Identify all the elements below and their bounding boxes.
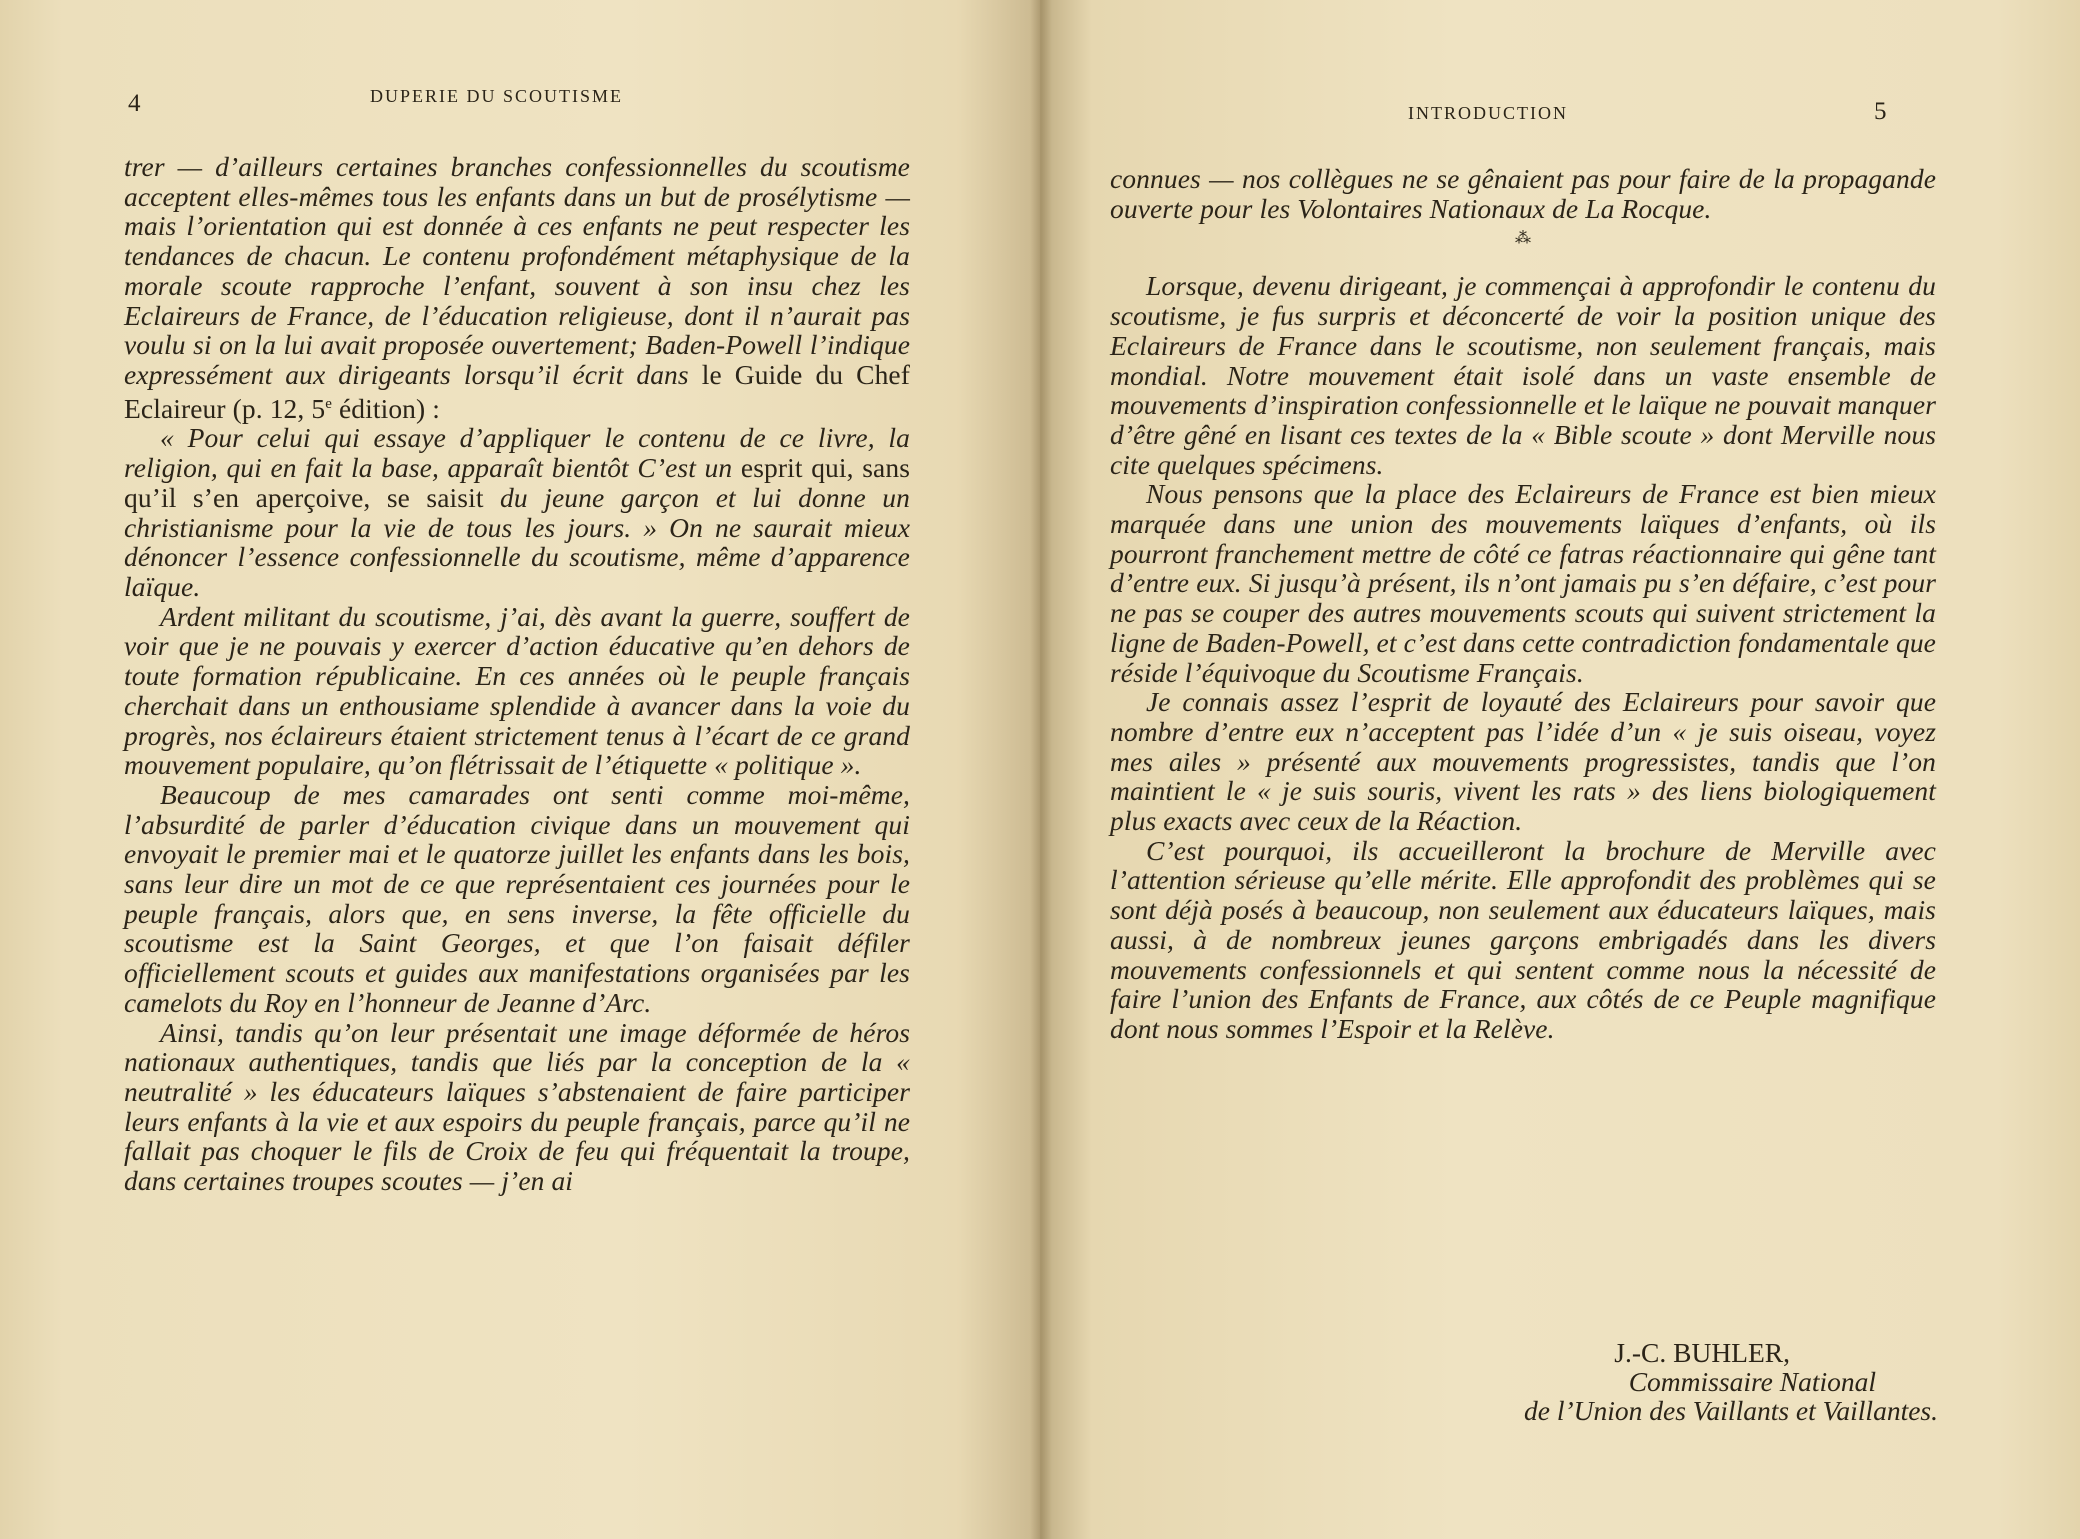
left-paragraph-4: Beaucoup de mes camarades ont senti comme moi-même, l’absurdité de parler d’éducation civique dans un mouvement qui envoyait le premier mai et le quatorze juillet les enfants dans les bois, sans leur dire un mot de ce que représentaient ces journées pour le peuple français, alors que, en sens inverse, la fête officielle du scoutisme est la Saint Georges, et que l’on faisait défiler officiellement scouts et guides aux manifestations organisées par les camelots du Roy en l’honneur de Jeanne d’Arc.: [124, 778, 910, 1018]
left-running-head: DUPERIE DU SCOUTISME: [370, 86, 624, 106]
right-paragraph-1: connues — nos collègues ne se gênaient pas pour faire de la propagande ouverte pour les Volontaires Nationaux de La Rocque.: [1110, 163, 1936, 224]
left-text-block: [124, 152, 910, 1196]
left-page-number: 4: [128, 90, 141, 117]
signature-title: Commissaire National: [1628, 1366, 1876, 1397]
left-paragraph-1: trer — d’ailleurs certaines branches confessionnelles du scoutisme acceptent elles-mêmes tous les enfants dans un but de prosélytisme — mais l’orientation qui est donnée à ces enfants ne peut respecter les tendances de chacun. Le contenu profondément métaphysique de la morale scoute rapproche l’enfant, souvent à son insu chez les Eclaireurs de France, de l’éducation religieuse, dont il n’aurait pas voulu si on la lui avait proposée ouvertement; Baden-Powell l’indique expressément aux dirigeants lorsqu’il écrit dans le Guide du Chef Eclaireur (p. 12, 5e édition) :: [124, 151, 910, 424]
right-text-block: [1110, 164, 1936, 1044]
signature-organization: de l’Union des Vaillants et Vaillantes.: [1524, 1395, 1938, 1426]
section-break-asterism: ⁂: [1514, 230, 1532, 248]
right-paragraph-4: Je connais assez l’esprit de loyauté des Eclaireurs pour savoir que nombre d’entre eux n’acceptent pas l’idée d’un « je suis oiseau, voyez mes ailes » présenté aux mouvements progressistes, tandis que l’on maintient le « je suis souris, vivent les rats » des liens biologiquement plus exacts avec ceux de la Réaction.: [1110, 686, 1936, 837]
right-paragraph-5: C’est pourquoi, ils accueilleront la brochure de Merville avec l’attention sérieuse qu’elle mérite. Elle approfondit des problèmes qui se sont déjà posés à beaucoup, non seulement aux éducateurs laïques, mais aussi, à de nombreux jeunes garçons embrigadés dans les divers mouvements confessionnels et qui sentent comme nous la nécessité de faire l’union des Enfants de France, aux côtés de ce Peuple magnifique dont nous sommes l’Espoir et la Relève.: [1110, 834, 1936, 1044]
right-paragraph-2: Lorsque, devenu dirigeant, je commençai à approfondir le contenu du scoutisme, je fus surpris et déconcerté de voir la position unique des Eclaireurs de France dans le scoutisme, non seulement français, mais mondial. Notre mouvement était isolé dans un vaste ensemble de mouvements d’inspiration confessionnelle et le laïque ne pouvait manquer d’être gêné en lisant ces textes de la « Bible scoute » dont Merville nous cite quelques spécimens.: [1110, 270, 1936, 480]
signature-name: J.-C. BUHLER,: [1614, 1337, 1790, 1368]
right-paragraph-3: Nous pensons que la place des Eclaireurs de France est bien mieux marquée dans une union des mouvements laïques d’enfants, où ils pourront franchement mettre de côté ce fatras réactionnaire qui gêne tant d’entre eux. Si jusqu’à présent, ils n’ont jamais pu s’en défaire, c’est pour ne pas se couper des autres mouvements scouts qui suivent strictement la ligne de Baden-Powell, et c’est dans cette contradiction fondamentale que réside l’équivoque du Scoutisme Français.: [1110, 478, 1936, 688]
right-page: [1040, 0, 2080, 1539]
right-page-number: 5: [1874, 98, 1887, 125]
left-paragraph-5: Ainsi, tandis qu’on leur présentait une image déformée de héros nationaux authentiques, tandis que liés par la conception de la « neutralité » les éducateurs laïques s’abstenaient de faire participer leurs enfants à la vie et aux espoirs du peuple français, parce qu’il ne fallait pas choquer le fils de Croix de feu qui fréquentait la troupe, dans certaines troupes scoutes — j’en ai: [124, 1016, 910, 1197]
left-paragraph-2: « Pour celui qui essaye d’appliquer le contenu de ce livre, la religion, qui en fait la base, apparaît bientôt C’est un esprit qui, sans qu’il s’en aperçoive, se saisit du jeune garçon et lui donne un christianisme pour la vie de tous les jours. » On ne saurait mieux dénoncer l’essence confessionnelle du scoutisme, même d’apparence laïque.: [124, 422, 910, 602]
book-gutter: [1030, 0, 1052, 1539]
signature-block: [1524, 1338, 1938, 1425]
right-running-head: INTRODUCTION: [1408, 103, 1568, 123]
left-paragraph-3: Ardent militant du scoutisme, j’ai, dès avant la guerre, souffert de voir que je ne pouvais y exercer d’action éducative qu’en dehors de toute formation républicaine. En ces années où le peuple français cherchait dans un enthousiame splendide à avancer dans la voie du progrès, nos éclaireurs étaient strictement tenus à l’écart de ce grand mouvement populaire, qu’on flétrissait de l’étiquette « politique ».: [124, 600, 910, 781]
roman-citation: le Guide du Chef Eclaireur (p. 12, 5e édition) :: [124, 358, 910, 424]
